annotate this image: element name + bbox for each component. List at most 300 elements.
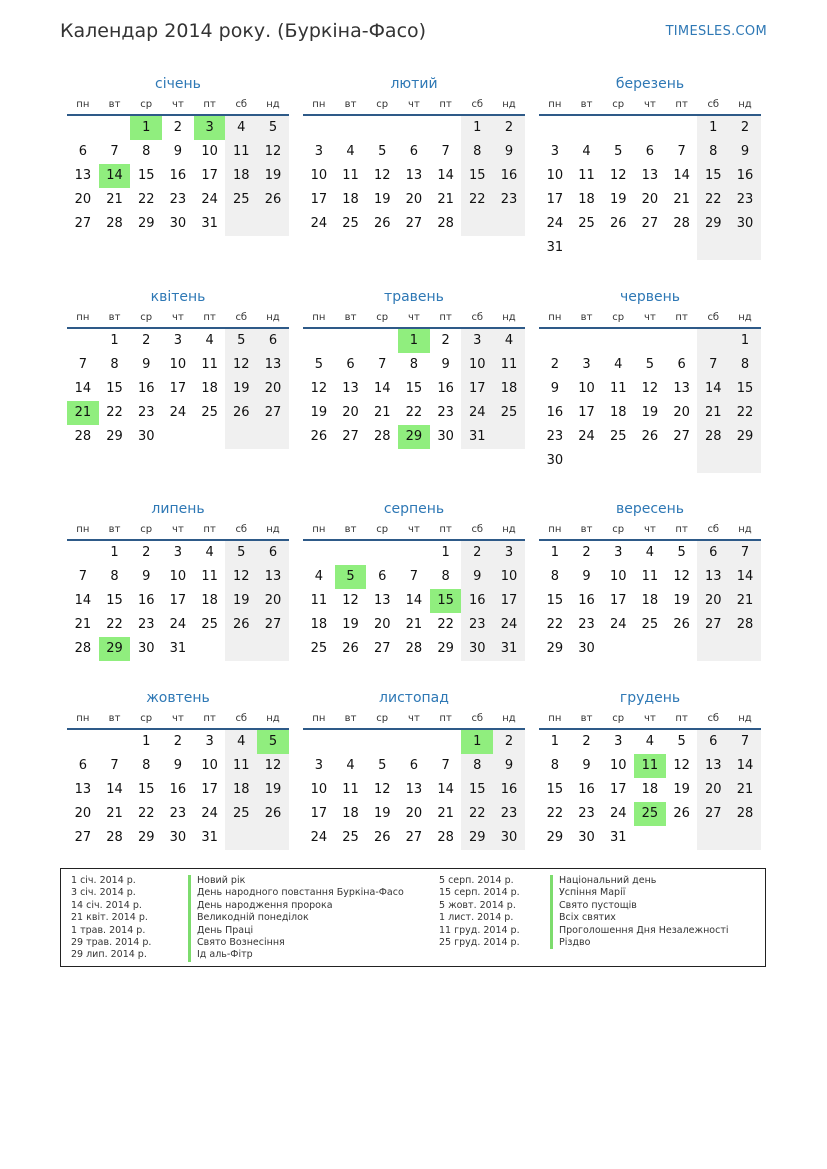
day-cell: 8 (550, 569, 559, 584)
day-cell: 22 (106, 405, 123, 420)
day-cell: 2 (550, 357, 559, 372)
weekday-label: сб (471, 713, 484, 724)
empty-cell (634, 236, 666, 260)
day-cell: 18 (578, 192, 595, 207)
weekday-label: нд (738, 524, 752, 535)
weekday-label: пн (548, 312, 562, 323)
day-cell: 25 (641, 617, 659, 632)
weekday-label: пн (76, 312, 90, 323)
month-name: листопад (379, 690, 449, 706)
day-cell: 9 (173, 144, 183, 159)
day-cell: 11 (609, 381, 627, 396)
weekday-label: ср (612, 312, 625, 323)
weekday-label: ср (376, 713, 389, 724)
day-cell: 27 (405, 830, 423, 845)
empty-cell (634, 329, 666, 353)
day-cell: 11 (225, 140, 257, 164)
weekday-header (303, 710, 525, 730)
weekday-label: пт (203, 312, 216, 323)
day-cell: 10 (546, 168, 564, 183)
day-cell: 24 (461, 401, 493, 425)
day-cell: 8 (697, 140, 729, 164)
day-cell: 3 (194, 116, 226, 140)
month-name: липень (151, 501, 205, 517)
weekday-label: пт (675, 713, 688, 724)
day-cell: 7 (697, 353, 729, 377)
day-cell: 1 (461, 116, 493, 140)
weekday-label: пн (548, 524, 562, 535)
day-cell: 23 (169, 806, 187, 821)
day-cell: 16 (578, 782, 595, 797)
day-cell: 19 (310, 405, 328, 420)
weekday-header (539, 521, 761, 541)
day-cell: 20 (405, 806, 423, 821)
empty-cell (257, 637, 289, 661)
day-cell: 15 (729, 377, 761, 401)
day-cell: 22 (546, 806, 564, 821)
day-cell: 15 (697, 164, 729, 188)
empty-cell (430, 730, 462, 754)
day-cell: 31 (493, 637, 525, 661)
day-cell: 2 (729, 116, 761, 140)
day-cell: 18 (201, 593, 218, 608)
day-cell: 17 (546, 192, 564, 207)
day-cell: 14 (373, 381, 391, 396)
empty-cell (666, 826, 698, 850)
day-cell: 9 (493, 140, 525, 164)
day-cell: 4 (582, 144, 591, 159)
day-cell: 9 (441, 357, 450, 372)
day-cell: 19 (257, 164, 289, 188)
day-cell: 8 (142, 758, 151, 773)
day-cell: 5 (614, 144, 623, 159)
weekday-label: пт (439, 99, 452, 110)
day-cell: 12 (373, 782, 391, 797)
day-cell: 1 (130, 116, 162, 140)
weekday-label: вт (108, 713, 121, 724)
day-cell: 18 (641, 782, 659, 797)
legend-date: 11 груд. 2014 р. (439, 924, 520, 936)
day-cell: 6 (697, 730, 729, 754)
weekday-header (539, 96, 761, 116)
day-cell: 8 (110, 569, 119, 584)
day-cell: 25 (493, 401, 525, 425)
day-cell: 5 (257, 116, 289, 140)
day-cell: 7 (409, 569, 419, 584)
weekday-header (67, 710, 289, 730)
day-cell: 29 (137, 216, 155, 231)
legend-holiday-name: День народного повстання Буркіна-Фасо (188, 887, 404, 899)
weekday-label: чт (172, 524, 184, 535)
weekday-label: чт (644, 713, 656, 724)
day-cell: 3 (173, 333, 183, 348)
month-name: жовтень (146, 690, 210, 706)
day-cell: 17 (201, 782, 218, 797)
empty-cell (634, 826, 666, 850)
day-cell: 26 (342, 641, 359, 656)
day-cell: 21 (67, 401, 99, 425)
day-cell: 20 (74, 806, 92, 821)
page-title: Календар 2014 року. (Буркіна-Фасо) (60, 20, 427, 42)
day-cell: 8 (461, 140, 493, 164)
day-grid (303, 541, 525, 661)
empty-cell (99, 730, 131, 754)
weekday-label: чт (172, 99, 184, 110)
weekday-label: сб (707, 99, 720, 110)
day-cell: 28 (74, 429, 92, 444)
legend-holiday-name: День Праці (188, 925, 404, 937)
day-cell: 26 (641, 429, 659, 444)
weekday-label: ср (376, 312, 389, 323)
day-cell: 3 (314, 144, 323, 159)
legend-names-left (188, 875, 404, 962)
day-cell: 23 (461, 613, 493, 637)
empty-cell (602, 637, 634, 661)
day-cell: 2 (142, 545, 151, 560)
day-grid (67, 730, 289, 850)
day-cell: 21 (74, 617, 92, 632)
day-cell: 30 (578, 641, 595, 656)
day-cell: 25 (578, 216, 595, 231)
weekday-label: пт (675, 99, 688, 110)
empty-cell (602, 236, 634, 260)
day-cell: 31 (609, 830, 627, 845)
empty-cell (493, 425, 525, 449)
weekday-label: пт (203, 524, 216, 535)
legend-holiday-name: Проголошення Дня Незалежності (550, 925, 729, 937)
day-cell: 2 (173, 734, 183, 749)
day-cell: 2 (493, 116, 525, 140)
day-cell: 14 (673, 168, 690, 183)
day-cell: 10 (310, 168, 328, 183)
weekday-label: вт (344, 713, 357, 724)
day-cell: 21 (697, 401, 729, 425)
month-8 (303, 497, 525, 661)
empty-cell (697, 826, 729, 850)
empty-cell (729, 236, 761, 260)
weekday-label: пн (548, 99, 562, 110)
empty-cell (335, 329, 367, 353)
day-cell: 4 (205, 545, 214, 560)
weekday-label: пт (439, 713, 452, 724)
day-cell: 2 (441, 333, 450, 348)
weekday-label: вт (580, 524, 593, 535)
day-cell: 4 (205, 333, 214, 348)
day-cell: 2 (582, 734, 591, 749)
day-cell: 29 (437, 641, 454, 656)
day-cell: 25 (201, 405, 218, 420)
day-cell: 25 (609, 429, 627, 444)
day-cell: 29 (729, 425, 761, 449)
day-cell: 1 (550, 545, 559, 560)
day-cell: 28 (373, 429, 391, 444)
day-cell: 26 (257, 188, 289, 212)
month-12 (539, 686, 761, 850)
day-cell: 31 (201, 216, 218, 231)
legend-dates-right (439, 875, 520, 949)
day-grid (539, 329, 761, 473)
empty-cell (571, 116, 603, 140)
day-cell: 12 (673, 569, 690, 584)
empty-cell (602, 329, 634, 353)
day-cell: 27 (641, 216, 659, 231)
day-cell: 17 (578, 405, 595, 420)
day-cell: 8 (142, 144, 151, 159)
day-cell: 14 (437, 782, 454, 797)
weekday-label: пн (76, 524, 90, 535)
day-cell: 23 (437, 405, 454, 420)
day-cell: 10 (310, 782, 328, 797)
day-cell: 28 (729, 802, 761, 826)
day-cell: 6 (346, 357, 355, 372)
day-cell: 18 (641, 593, 659, 608)
weekday-label: пт (439, 312, 452, 323)
legend-date: 29 лип. 2014 р. (71, 949, 147, 961)
day-grid (303, 730, 525, 850)
day-cell: 12 (225, 565, 257, 589)
legend-holiday-name: Свято Вознесіння (188, 937, 404, 949)
month-name: травень (384, 289, 444, 305)
day-cell: 16 (437, 381, 454, 396)
weekday-label: сб (471, 524, 484, 535)
empty-cell (697, 236, 729, 260)
empty-cell (539, 329, 571, 353)
legend-date: 1 трав. 2014 р. (71, 924, 146, 936)
day-cell: 3 (461, 329, 493, 353)
day-cell: 17 (310, 192, 328, 207)
weekday-label: нд (266, 99, 280, 110)
weekday-label: сб (707, 713, 720, 724)
day-grid (67, 329, 289, 449)
day-cell: 31 (546, 240, 564, 255)
weekday-label: вт (344, 99, 357, 110)
day-cell: 14 (74, 381, 92, 396)
legend-date: 5 жовт. 2014 р. (439, 899, 516, 911)
weekday-label: пт (439, 524, 452, 535)
day-cell: 30 (137, 429, 155, 444)
day-cell: 29 (398, 425, 430, 449)
day-cell: 15 (137, 782, 155, 797)
weekday-label: чт (172, 713, 184, 724)
day-cell: 13 (257, 353, 289, 377)
day-cell: 14 (729, 565, 761, 589)
weekday-label: нд (738, 99, 752, 110)
day-cell: 14 (437, 168, 454, 183)
weekday-label: чт (644, 99, 656, 110)
day-grid (303, 329, 525, 449)
day-cell: 10 (201, 758, 218, 773)
empty-cell (303, 541, 335, 565)
day-grid (539, 730, 761, 850)
day-cell: 29 (697, 212, 729, 236)
empty-cell (602, 116, 634, 140)
day-cell: 11 (578, 168, 595, 183)
day-cell: 17 (493, 589, 525, 613)
day-cell: 5 (314, 357, 323, 372)
day-cell: 11 (201, 357, 218, 372)
day-cell: 19 (609, 192, 627, 207)
weekday-label: пт (203, 99, 216, 110)
month-6 (539, 285, 761, 473)
day-cell: 1 (697, 116, 729, 140)
weekday-label: нд (266, 312, 280, 323)
day-cell: 9 (582, 758, 591, 773)
empty-cell (303, 730, 335, 754)
day-cell: 7 (729, 730, 761, 754)
weekday-label: нд (502, 524, 516, 535)
day-cell: 26 (373, 216, 391, 231)
legend-date: 1 січ. 2014 р. (71, 875, 136, 886)
empty-cell (194, 425, 226, 449)
day-cell: 28 (437, 830, 454, 845)
empty-cell (366, 730, 398, 754)
day-cell: 16 (137, 381, 155, 396)
day-cell: 9 (142, 357, 151, 372)
day-cell: 20 (641, 192, 659, 207)
day-cell: 1 (110, 333, 119, 348)
day-cell: 12 (609, 168, 627, 183)
day-cell: 2 (142, 333, 151, 348)
day-cell: 17 (609, 782, 627, 797)
weekday-label: сб (707, 312, 720, 323)
empty-cell (697, 329, 729, 353)
day-cell: 12 (257, 140, 289, 164)
day-cell: 14 (74, 593, 92, 608)
day-cell: 3 (205, 734, 214, 749)
weekday-header (539, 309, 761, 329)
empty-cell (666, 116, 698, 140)
empty-cell (571, 329, 603, 353)
month-3 (539, 72, 761, 260)
day-cell: 5 (257, 730, 289, 754)
day-cell: 24 (310, 830, 328, 845)
day-cell: 5 (378, 758, 387, 773)
day-cell: 6 (257, 541, 289, 565)
empty-cell (335, 541, 367, 565)
day-cell: 10 (578, 381, 595, 396)
site-link[interactable]: TIMESLES.COM (665, 24, 767, 39)
empty-cell (194, 637, 226, 661)
day-cell: 28 (697, 425, 729, 449)
day-cell: 3 (550, 144, 559, 159)
day-cell: 30 (169, 216, 187, 231)
day-cell: 18 (342, 192, 359, 207)
empty-cell (461, 212, 493, 236)
day-cell: 8 (409, 357, 419, 372)
day-cell: 30 (169, 830, 187, 845)
day-cell: 11 (634, 754, 666, 778)
month-name: серпень (383, 501, 445, 517)
weekday-label: вт (580, 713, 593, 724)
weekday-label: пт (675, 524, 688, 535)
weekday-label: нд (502, 713, 516, 724)
day-cell: 6 (645, 144, 655, 159)
weekday-label: пн (76, 99, 90, 110)
day-cell: 28 (673, 216, 690, 231)
day-cell: 11 (641, 569, 659, 584)
day-cell: 11 (342, 782, 359, 797)
day-cell: 1 (110, 545, 119, 560)
day-cell: 16 (461, 589, 493, 613)
weekday-label: вт (108, 99, 121, 110)
empty-cell (729, 449, 761, 473)
day-cell: 25 (310, 641, 328, 656)
day-grid (67, 541, 289, 661)
legend-holiday-name: Новий рік (188, 875, 404, 887)
empty-cell (398, 541, 430, 565)
day-cell: 26 (673, 617, 690, 632)
day-cell: 31 (169, 641, 187, 656)
month-name: червень (619, 289, 681, 305)
empty-cell (225, 212, 257, 236)
day-cell: 27 (373, 641, 391, 656)
day-cell: 23 (493, 188, 525, 212)
day-cell: 21 (437, 192, 454, 207)
day-cell: 3 (614, 734, 623, 749)
month-name: березень (615, 76, 685, 92)
weekday-label: нд (266, 713, 280, 724)
day-cell: 1 (441, 545, 450, 560)
day-cell: 23 (493, 802, 525, 826)
day-cell: 22 (729, 401, 761, 425)
day-cell: 21 (106, 806, 123, 821)
day-cell: 3 (173, 545, 183, 560)
empty-cell (67, 116, 99, 140)
day-cell: 6 (78, 758, 87, 773)
weekday-label: чт (408, 312, 420, 323)
day-cell: 5 (378, 144, 387, 159)
empty-cell (697, 637, 729, 661)
legend-holiday-name: Національний день (550, 875, 729, 887)
month-name: квітень (150, 289, 206, 305)
day-grid (67, 116, 289, 236)
day-cell: 9 (173, 758, 183, 773)
day-cell: 2 (173, 120, 183, 135)
day-cell: 7 (378, 357, 387, 372)
day-cell: 25 (342, 216, 359, 231)
day-cell: 7 (110, 144, 119, 159)
day-cell: 3 (582, 357, 591, 372)
weekday-label: сб (235, 99, 248, 110)
month-name: січень (155, 76, 201, 92)
day-cell: 24 (578, 429, 595, 444)
day-cell: 22 (546, 617, 564, 632)
day-cell: 8 (461, 754, 493, 778)
empty-cell (729, 826, 761, 850)
day-cell: 22 (405, 405, 423, 420)
day-cell: 7 (78, 357, 87, 372)
day-cell: 1 (398, 329, 430, 353)
month-11 (303, 686, 525, 850)
day-cell: 19 (673, 593, 690, 608)
day-cell: 28 (405, 641, 423, 656)
day-cell: 18 (225, 778, 257, 802)
day-cell: 28 (106, 216, 123, 231)
weekday-label: пт (675, 312, 688, 323)
day-cell: 8 (441, 569, 450, 584)
day-cell: 24 (169, 617, 187, 632)
day-cell: 4 (346, 758, 355, 773)
day-cell: 17 (609, 593, 627, 608)
weekday-label: вт (344, 524, 357, 535)
day-cell: 22 (461, 802, 493, 826)
day-cell: 9 (461, 565, 493, 589)
empty-cell (67, 730, 99, 754)
weekday-label: вт (108, 312, 121, 323)
day-cell: 10 (169, 357, 187, 372)
day-cell: 28 (106, 830, 123, 845)
day-cell: 15 (137, 168, 155, 183)
